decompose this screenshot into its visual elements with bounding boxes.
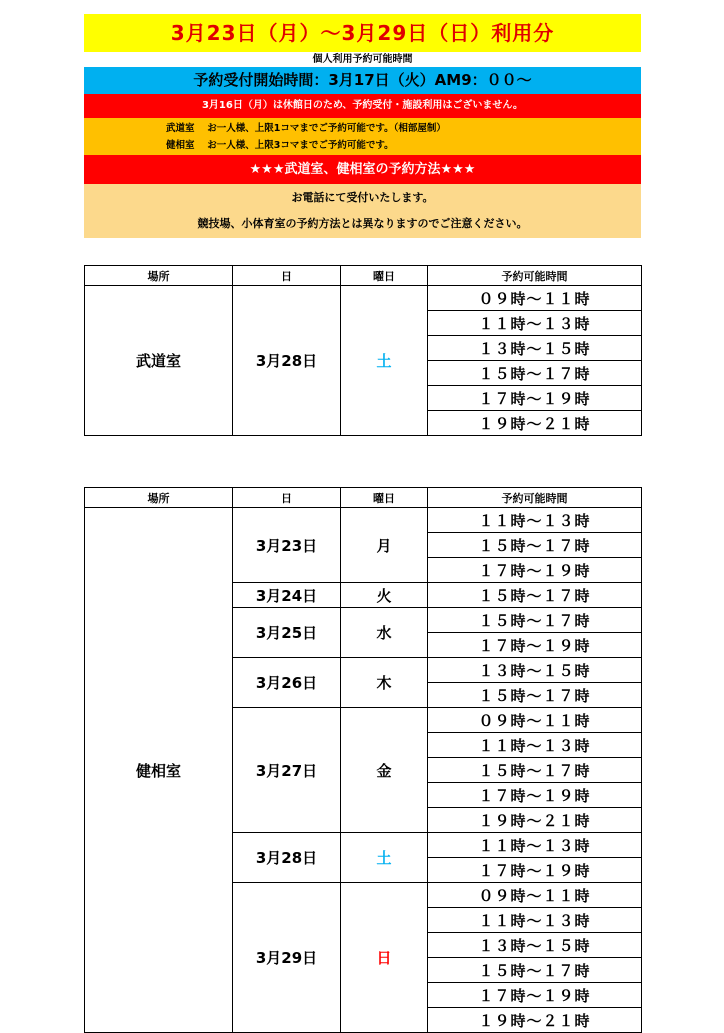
- reservation-method-title: ★★★武道室、健相室の予約方法★★★: [84, 155, 641, 184]
- weekday-cell: 月: [341, 508, 428, 583]
- place-cell: 健相室: [85, 508, 233, 1033]
- date-cell: 3月28日: [233, 833, 341, 883]
- date-cell: 3月25日: [233, 608, 341, 658]
- table-row: [85, 508, 642, 533]
- time-slot-cell: １１時～１３時: [428, 833, 642, 858]
- time-slot-cell: １５時～１７時: [428, 683, 642, 708]
- kenso-schedule-table: [84, 487, 642, 1033]
- time-slot-cell: ０９時～１１時: [428, 883, 642, 908]
- caution-note: 競技場、小体育室の予約方法とは異なりますのでご注意ください。: [197, 217, 528, 230]
- weekday-cell: 土: [341, 286, 428, 436]
- date-cell: 3月23日: [233, 508, 341, 583]
- time-slot-cell: １５時～１７時: [428, 361, 642, 386]
- time-slot-cell: １３時～１５時: [428, 336, 642, 361]
- weekday-cell: 土: [341, 833, 428, 883]
- time-slot-cell: １１時～１３時: [428, 908, 642, 933]
- limit-kenso: 健相室 お一人様、上限3コマまでご予約可能です。: [166, 140, 394, 151]
- weekday-cell: 日: [341, 883, 428, 1033]
- weekday-cell: 水: [341, 608, 428, 658]
- closed-day-notice: 3月16日（月）は休館日のため、予約受付・施設利用はございません。: [84, 94, 641, 118]
- phone-note: お電話にて受付いたします。: [291, 191, 434, 204]
- time-slot-cell: １９時～２１時: [428, 808, 642, 833]
- time-slot-cell: １９時～２１時: [428, 1008, 642, 1033]
- weekday-cell: 火: [341, 583, 428, 608]
- time-slot-cell: １１時～１３時: [428, 311, 642, 336]
- time-slot-cell: １７時～１９時: [428, 858, 642, 883]
- time-slot-cell: ０９時～１１時: [428, 708, 642, 733]
- time-slot-cell: １３時～１５時: [428, 933, 642, 958]
- time-slot-cell: １９時～２１時: [428, 411, 642, 436]
- column-header-place: 場所: [85, 266, 233, 286]
- column-header-day: 日: [233, 488, 341, 508]
- time-slot-cell: １５時～１７時: [428, 608, 642, 633]
- time-slot-cell: １７時～１９時: [428, 983, 642, 1008]
- column-header-weekday: 曜日: [341, 266, 428, 286]
- page-subtitle: 個人利用予約可能時間: [84, 52, 641, 67]
- time-slot-cell: １７時～１９時: [428, 386, 642, 411]
- weekday-cell: 金: [341, 708, 428, 833]
- table-header-row: [85, 266, 642, 286]
- column-header-times: 予約可能時間: [428, 488, 642, 508]
- time-slot-cell: １５時～１７時: [428, 583, 642, 608]
- time-slot-cell: １７時～１９時: [428, 783, 642, 808]
- table-row: [85, 286, 642, 311]
- limit-budo: 武道室 お一人様、上限1コマまでご予約可能です。（相部屋制）: [166, 123, 446, 134]
- place-cell: 武道室: [85, 286, 233, 436]
- time-slot-cell: １５時～１７時: [428, 533, 642, 558]
- reservation-limits: [84, 118, 641, 155]
- time-slot-cell: １５時～１７時: [428, 758, 642, 783]
- table-header-row: [85, 488, 642, 508]
- time-slot-cell: １３時～１５時: [428, 658, 642, 683]
- weekday-cell: 木: [341, 658, 428, 708]
- page-title: 3月23日（月）～3月29日（日）利用分: [84, 14, 641, 52]
- time-slot-cell: ０９時～１１時: [428, 286, 642, 311]
- reservation-method-notes: [84, 184, 641, 238]
- date-cell: 3月24日: [233, 583, 341, 608]
- date-cell: 3月29日: [233, 883, 341, 1033]
- time-slot-cell: １７時～１９時: [428, 633, 642, 658]
- date-cell: 3月27日: [233, 708, 341, 833]
- reservation-start-banner: 予約受付開始時間：3月17日（火）AM9：００～: [84, 67, 641, 94]
- date-cell: 3月28日: [233, 286, 341, 436]
- time-slot-cell: １７時～１９時: [428, 558, 642, 583]
- time-slot-cell: １５時～１７時: [428, 958, 642, 983]
- column-header-place: 場所: [85, 488, 233, 508]
- time-slot-cell: １１時～１３時: [428, 733, 642, 758]
- column-header-weekday: 曜日: [341, 488, 428, 508]
- budo-schedule-table: [84, 265, 642, 436]
- column-header-times: 予約可能時間: [428, 266, 642, 286]
- column-header-day: 日: [233, 266, 341, 286]
- time-slot-cell: １１時～１３時: [428, 508, 642, 533]
- date-cell: 3月26日: [233, 658, 341, 708]
